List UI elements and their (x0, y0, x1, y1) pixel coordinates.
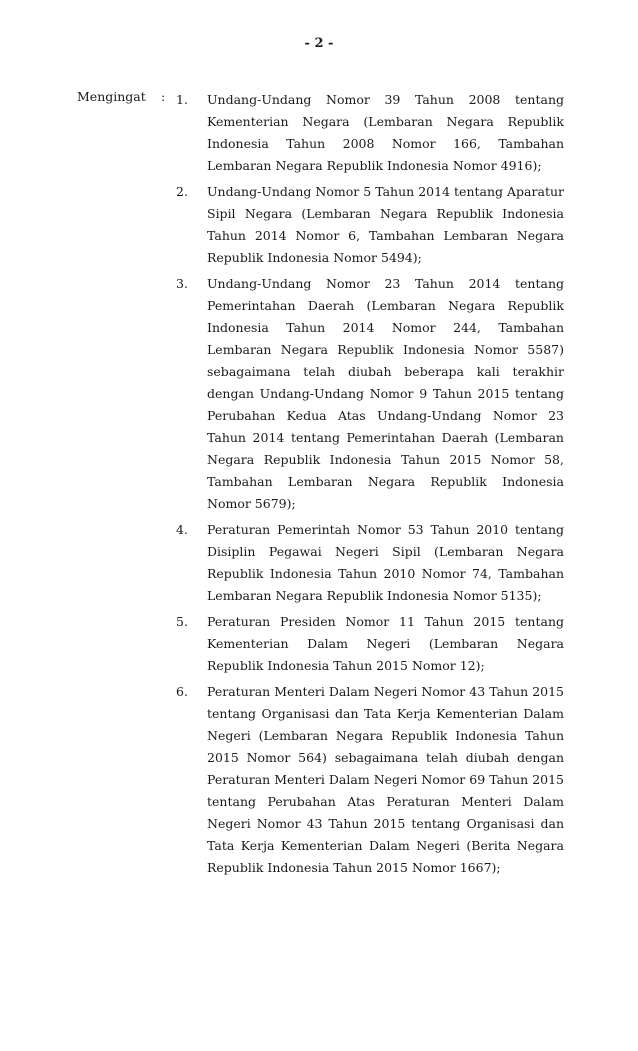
list-item (176, 181, 564, 269)
list-item-number: 5. (176, 614, 188, 629)
list-item (176, 273, 564, 515)
page-number: - 2 - (304, 36, 334, 51)
list-item-text: Peraturan Pemerintah Nomor 53 Tahun 2010 tentang Disiplin Pegawai Negeri Sipil (Lembaran Negara Republik Indonesia Tahun 2010 Nomor 74, Tambahan Lembaran Negara Republik Indonesia Nomor 5135); (207, 522, 564, 603)
list-item-number: 6. (176, 684, 188, 699)
list-item-number: 1. (176, 92, 188, 107)
list-item-number: 2. (176, 184, 188, 199)
list-item (176, 89, 564, 177)
section-label-mengingat: Mengingat (77, 89, 146, 104)
list-item (176, 681, 564, 879)
list-item (176, 611, 564, 677)
list-item-text: Undang-Undang Nomor 23 Tahun 2014 tentang Pemerintahan Daerah (Lembaran Negara Republik Indonesia Tahun 2014 Nomor 244, Tambahan Lembaran Negara Republik Indonesia Nomor 5587) sebagaimana telah diubah beberapa kali terakhir dengan Undang-Undang Nomor 9 Tahun 2015 tentang Perubahan Kedua Atas Undang-Undang Nomor 23 Tahun 2014 tentang Pemerintahan Daerah (Lembaran Negara Republik Indonesia Tahun 2015 Nomor 58, Tambahan Lembaran Negara Republik Indonesia Nomor 5679); (207, 276, 564, 511)
list-item-text: Undang-Undang Nomor 39 Tahun 2008 tentang Kementerian Negara (Lembaran Negara Republik Indonesia Tahun 2008 Nomor 166, Tambahan Lembaran Negara Republik Indonesia Nomor 4916); (207, 92, 564, 173)
list-item-text: Undang-Undang Nomor 5 Tahun 2014 tentang Aparatur Sipil Negara (Lembaran Negara Republik Indonesia Tahun 2014 Nomor 6, Tambahan Lembaran Negara Republik Indonesia Nomor 5494); (207, 184, 564, 265)
section-colon: : (161, 89, 166, 104)
list-item-text: Peraturan Menteri Dalam Negeri Nomor 43 Tahun 2015 tentang Organisasi dan Tata Kerja Kementerian Dalam Negeri (Lembaran Negara Republik Indonesia Tahun 2015 Nomor 564) sebagaimana telah diubah dengan Peraturan Menteri Dalam Negeri Nomor 69 Tahun 2015 tentang Perubahan Atas Peraturan Menteri Dalam Negeri Nomor 43 Tahun 2015 tentang Organisasi dan Tata Kerja Kementerian Dalam Negeri (Berita Negara Republik Indonesia Tahun 2015 Nomor 1667); (207, 684, 564, 875)
list-item (176, 519, 564, 607)
legal-basis-list (176, 89, 564, 883)
list-item-text: Peraturan Presiden Nomor 11 Tahun 2015 tentang Kementerian Dalam Negeri (Lembaran Negara Republik Indonesia Tahun 2015 Nomor 12); (207, 614, 564, 673)
list-item-number: 4. (176, 522, 188, 537)
list-item-number: 3. (176, 276, 188, 291)
